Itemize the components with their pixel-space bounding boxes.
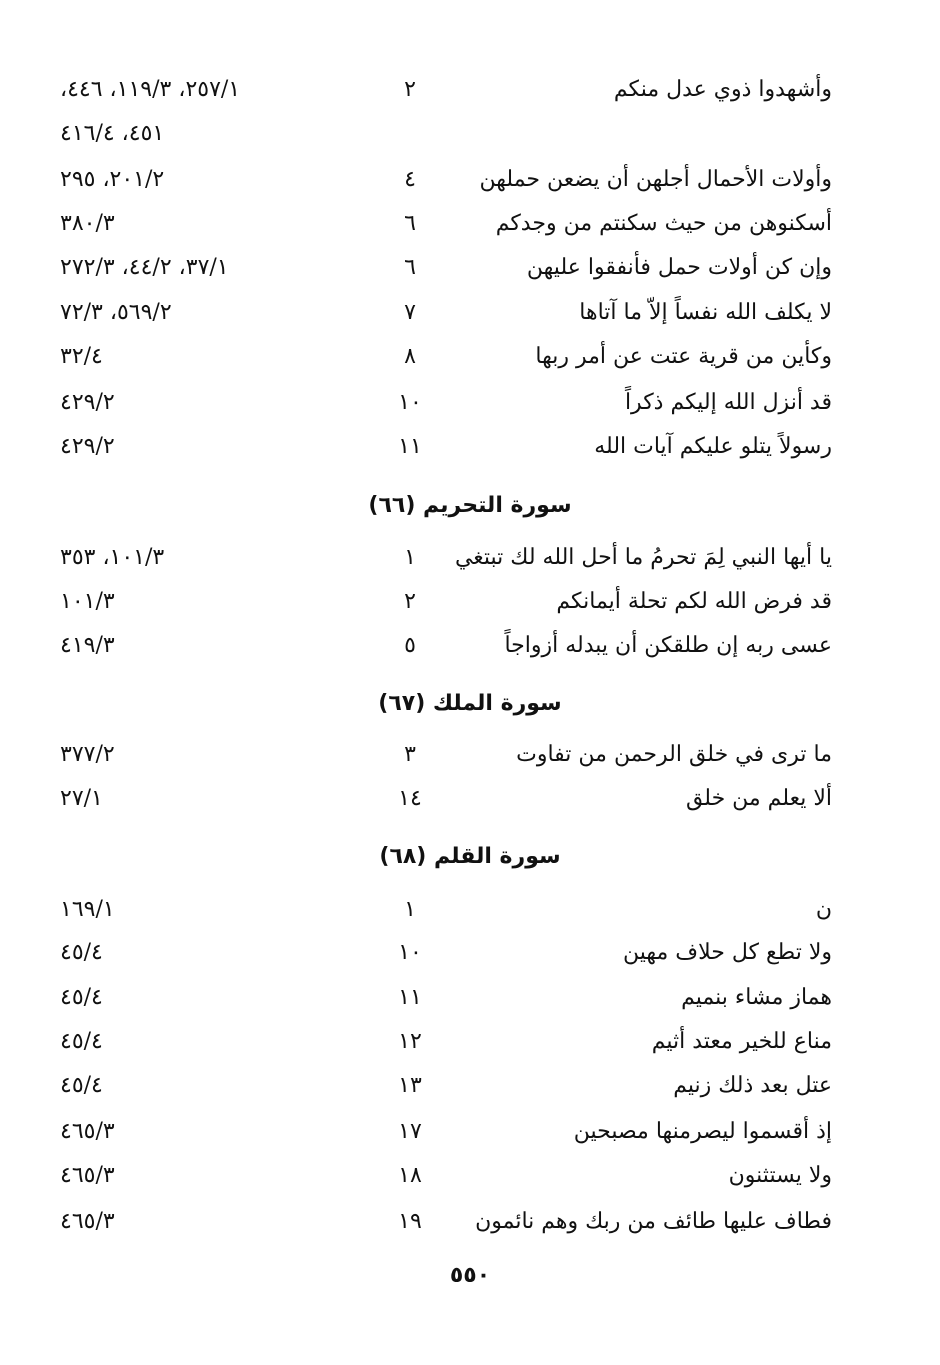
- verse-text: يا أيها النبي لِمَ تحرمُ ما أحل الله لك تبتغي: [454, 545, 832, 570]
- verse-number: ٧: [404, 300, 416, 325]
- verse-row: [0, 1022, 940, 1062]
- verse-text: قد أنزل الله إليكم ذكراً: [624, 390, 832, 415]
- page-reference: ١٠١/٣: [60, 589, 115, 614]
- page-reference: ٣٨٠/٣: [60, 211, 115, 236]
- page-reference: ٤٦٥/٣: [60, 1209, 115, 1234]
- verse-row: [0, 1202, 940, 1242]
- verse-row: [0, 1156, 940, 1196]
- verse-row: [0, 383, 940, 423]
- page-reference: ١٦٩/١: [60, 897, 115, 922]
- page-number: ٥٥٠: [449, 1263, 491, 1288]
- page-reference: ٢٧/١: [60, 786, 103, 811]
- page-reference: ٤٥/٤: [60, 1029, 103, 1054]
- verse-text: لا يكلف الله نفساً إلاّ ما آتاها: [579, 300, 832, 325]
- verse-row: [0, 1112, 940, 1152]
- verse-number: ١٨: [398, 1163, 422, 1188]
- verse-text: ولا تطع كل حلاف مهين: [623, 940, 832, 965]
- verse-number: ١: [404, 545, 416, 570]
- verse-text: فطاف عليها طائف من ربك وهم نائمون: [475, 1209, 832, 1234]
- surah-heading-tahrim: سورة التحريم (٦٦): [368, 493, 572, 518]
- verse-number: ٦: [404, 255, 416, 280]
- verse-row: [0, 538, 940, 578]
- page-reference: ٣٧/١، ٤٤/٢، ٢٧٢/٣: [60, 255, 229, 280]
- verse-row: [0, 933, 940, 973]
- verse-text: هماز مشاء بنميم: [681, 985, 832, 1010]
- page-reference: ٤١٩/٣: [60, 633, 115, 658]
- verse-row: [0, 626, 940, 666]
- verse-number: ١١: [398, 985, 422, 1010]
- verse-number: ١٧: [398, 1119, 422, 1144]
- verse-text: وإن كن أولات حمل فأنفقوا عليهن: [526, 255, 832, 280]
- verse-text: ولا يستثنون: [728, 1163, 832, 1188]
- verse-number: ٨: [404, 344, 416, 369]
- verse-row: [0, 735, 940, 775]
- verse-text: ن: [815, 897, 832, 922]
- surah-heading-mulk: سورة الملك (٦٧): [378, 691, 562, 716]
- verse-row: [0, 427, 940, 467]
- verse-row: [0, 160, 940, 200]
- page-reference: ٤٥/٤: [60, 940, 103, 965]
- verse-row: [0, 293, 940, 333]
- verse-row: [0, 1066, 940, 1106]
- verse-number: ١٣: [398, 1073, 422, 1098]
- verse-text: وأشهدوا ذوي عدل منكم: [613, 77, 832, 102]
- verse-number: ٤: [404, 167, 416, 192]
- page-reference: ٤٦٥/٣: [60, 1119, 115, 1144]
- page-reference: ٣٧٧/٢: [60, 742, 115, 767]
- verse-number: ٢: [404, 589, 416, 614]
- page-reference: ٤٥/٤: [60, 985, 103, 1010]
- verse-number: ٣: [404, 742, 416, 767]
- page-reference: ١٠١/٣، ٣٥٣: [60, 545, 165, 570]
- verse-number: ٦: [404, 211, 416, 236]
- verse-number: ١١: [398, 434, 422, 459]
- page-reference: ٤٢٩/٢: [60, 390, 115, 415]
- page-reference: ٣٢/٤: [60, 344, 103, 369]
- verse-row: [0, 204, 940, 244]
- verse-number: ١٩: [398, 1209, 422, 1234]
- verse-row: [0, 978, 940, 1018]
- verse-text: قد فرض الله لكم تحلة أيمانكم: [556, 589, 832, 614]
- verse-row: [0, 248, 940, 288]
- verse-number: ٥: [404, 633, 416, 658]
- verse-row: [0, 114, 940, 154]
- page-reference: ٢٥٧/١، ١١٩/٣، ٤٤٦،: [60, 77, 241, 102]
- verse-text: أسكنوهن من حيث سكنتم من وجدكم: [495, 211, 832, 236]
- verse-number: ٢: [404, 77, 416, 102]
- page-reference: ٥٦٩/٢، ٧٢/٣: [60, 300, 172, 325]
- verse-row: [0, 582, 940, 622]
- verse-number: ١٢: [398, 1029, 422, 1054]
- page-reference: ٤٥/٤: [60, 1073, 103, 1098]
- surah-heading-qalam: سورة القلم (٦٨): [379, 844, 561, 869]
- verse-text: رسولاً يتلو عليكم آيات الله: [594, 434, 832, 459]
- verse-row: [0, 70, 940, 110]
- verse-row: [0, 890, 940, 930]
- page-reference: ٤٦٥/٣: [60, 1163, 115, 1188]
- verse-text: وكأين من قرية عتت عن أمر ربها: [535, 344, 832, 369]
- verse-text: ألا يعلم من خلق: [685, 786, 832, 811]
- page-reference: ٤٥١، ٤١٦/٤: [60, 121, 165, 146]
- verse-text: مناع للخير معتد أثيم: [651, 1029, 832, 1054]
- verse-number: ١٤: [398, 786, 422, 811]
- verse-text: إذ أقسموا ليصرمنها مصبحين: [573, 1119, 832, 1144]
- verse-text: عسى ربه إن طلقكن أن يبدله أزواجاً: [504, 633, 832, 658]
- verse-number: ١٠: [398, 940, 422, 965]
- verse-row: [0, 779, 940, 819]
- verse-number: ١٠: [398, 390, 422, 415]
- verse-row: [0, 337, 940, 377]
- page-reference: ٤٢٩/٢: [60, 434, 115, 459]
- page-reference: ٢٠١/٢، ٢٩٥: [60, 167, 165, 192]
- verse-number: ١: [404, 897, 416, 922]
- verse-text: ما ترى في خلق الرحمن من تفاوت: [516, 742, 832, 767]
- verse-text: عتل بعد ذلك زنيم: [673, 1073, 832, 1098]
- verse-text: وأولات الأحمال أجلهن أن يضعن حملهن: [479, 167, 832, 192]
